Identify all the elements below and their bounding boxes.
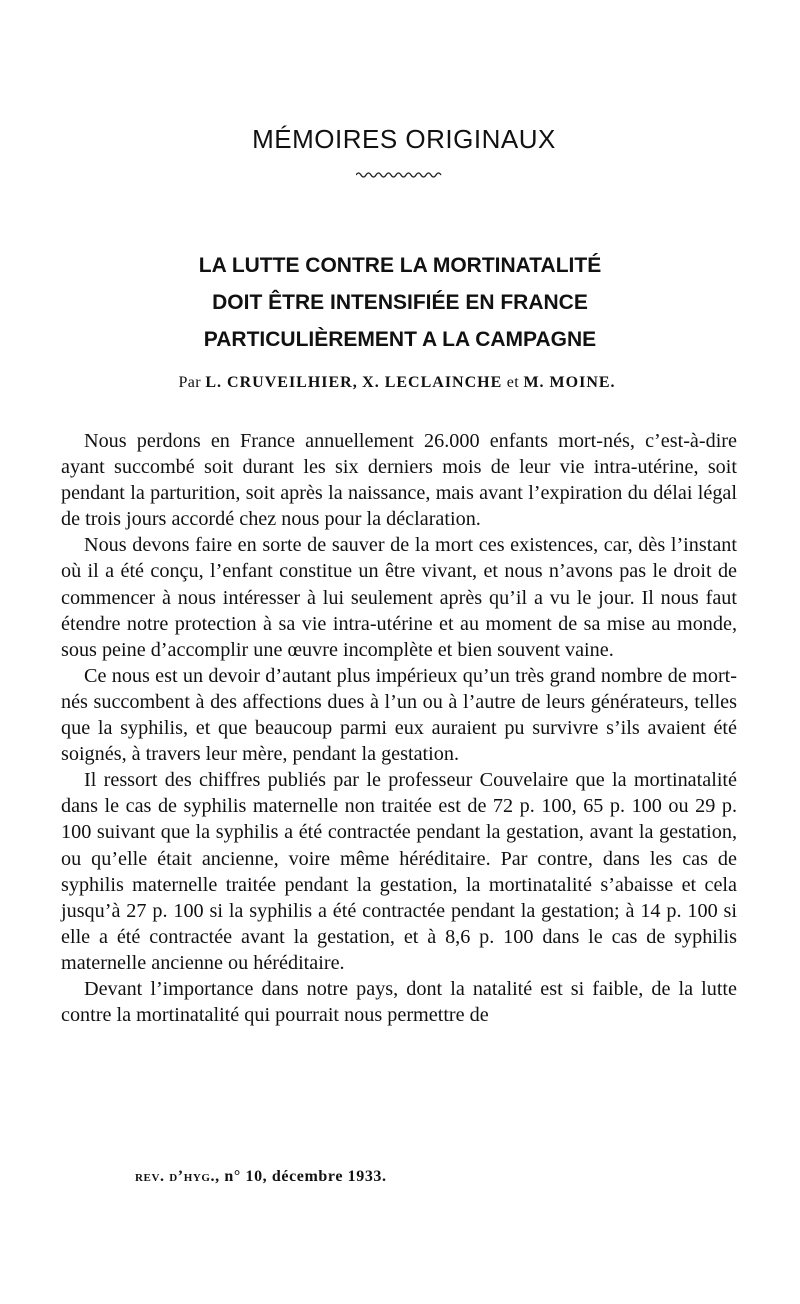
issue-info: n° 10, décembre 1933.	[224, 1168, 387, 1185]
byline-prefix: Par	[178, 374, 201, 391]
body-paragraph: Il ressort des chiffres publiés par le professeur Couvelaire que la mortinatalité dans le cas de syphilis maternelle non traitée est de 72 p. 100, 65 p. 100 ou 29 p. 100 suivant que la syphilis a été contractée pendant la gestation, avant la gestation, ou qu’elle était ancienne, voire même héréditaire. Par contre, dans les cas de syphilis maternelle traitée pendant la gestation, la mortinatalité s’abaisse et cela jusqu’à 27 p. 100 si la syphilis a été contractée pendant la gestation; à 14 p. 100 si elle a été contractée avant la gestation, et à 8,6 p. 100 dans le cas de syphilis maternelle ancienne ou héréditaire.	[61, 769, 737, 974]
body-paragraph: Ce nous est un devoir d’autant plus impérieux qu’un très grand nombre de mort-nés succombent à des affections dues à l’un ou à l’autre de leurs générateurs, telles que la syphilis, et que beaucoup parmi eux auraient pu survivre s’ils avaient été soignés, à travers leur mère, pendant la gestation.	[61, 664, 737, 766]
title-line: LA LUTTE CONTRE LA MORTINATALITÉ	[198, 254, 602, 277]
title-line: PARTICULIÈREMENT A LA CAMPAGNE	[203, 328, 597, 351]
wavy-rule-icon	[356, 170, 442, 180]
body-paragraph: Nous devons faire en sorte de sauver de la mort ces existences, car, dès l’instant où il a été conçu, l’enfant constitue un être vivant, et nous n’avons pas le droit de commencer à nous intéresser à lui seulement après qu’il a vu le jour. Il nous faut étendre notre protection à sa vie intra-utérine et au moment de sa mise au monde, sous peine d’accomplir une œuvre incomplète et bien souvent vaine.	[61, 534, 737, 661]
body-paragraph: Nous perdons en France annuellement 26.000 enfants mort-nés, c’est-à-dire ayant succombé soit durant les six derniers mois de leur vie intra-utérine, soit pendant la parturition, soit après la naissance, mais avant l’expiration du délai légal de trois jours accordé chez nous pour la déclaration.	[61, 430, 737, 531]
section-heading: MÉMOIRES ORIGINAUX	[252, 124, 556, 154]
title-line: DOIT ÊTRE INTENSIFIÉE EN FRANCE	[212, 291, 588, 314]
article-body	[61, 428, 737, 1028]
journal-abbreviation: rev. d’hyg.,	[135, 1168, 220, 1185]
author-name: M. MOINE.	[523, 374, 616, 391]
author-name: X. LECLAINCHE	[362, 374, 503, 391]
journal-footer	[135, 1168, 387, 1186]
byline-conjunction: et	[506, 374, 520, 391]
body-paragraph: Devant l’importance dans notre pays, dont la natalité est si faible, de la lutte contre la mortinatalité qui pourrait nous permettre de	[61, 977, 737, 1027]
article-title	[0, 247, 800, 358]
byline	[0, 374, 794, 392]
author-name: L. CRUVEILHIER,	[205, 374, 358, 391]
